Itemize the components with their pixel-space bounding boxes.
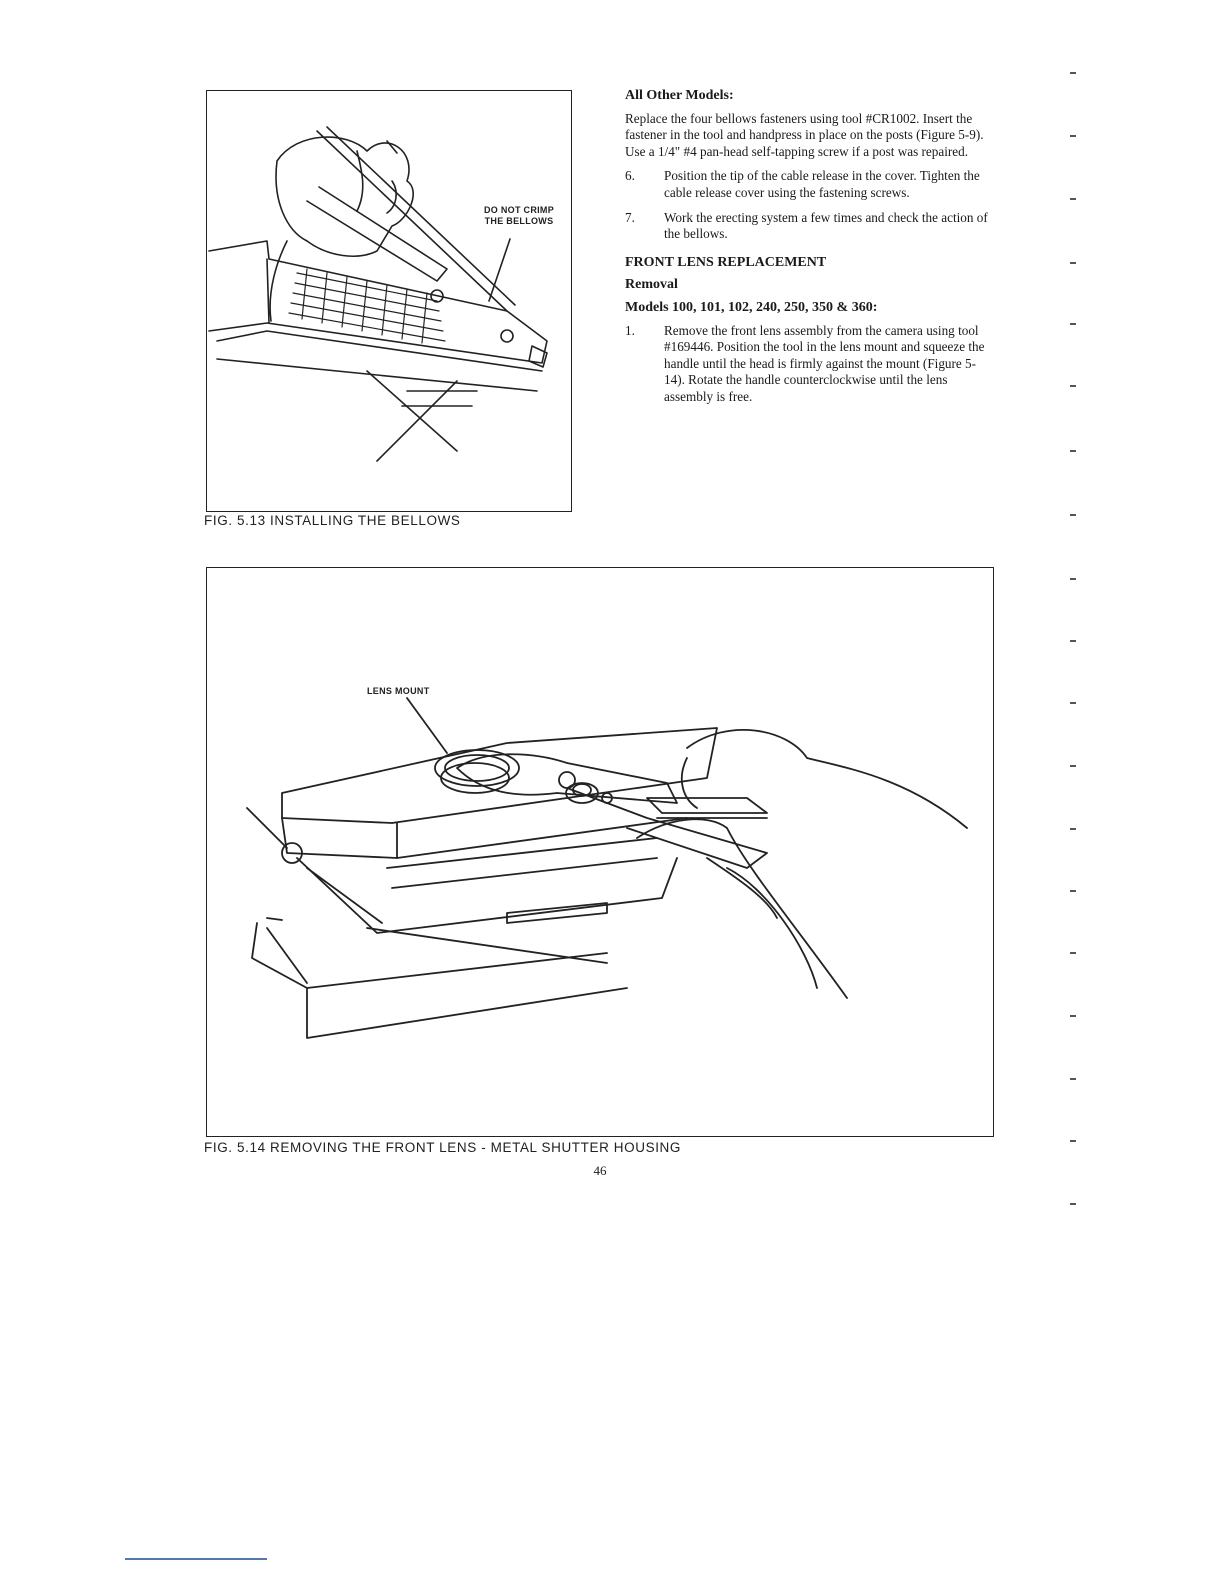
callout-lens-mount: LENS MOUNT: [367, 686, 430, 696]
scan-mark: [1070, 578, 1076, 580]
step-text: Remove the front lens assembly from the camera using tool #169446. Position the tool in the lens mount and squeeze the handle until the head is firmly against the mount (Figure 5-14). Rotate the handle counterclockwise until the lens assembly is free.: [664, 322, 985, 404]
scan-mark: [1070, 514, 1076, 516]
scan-mark: [1070, 1140, 1076, 1142]
instructions-column: [625, 88, 995, 406]
step-text: Work the erecting system a few times and check the action of the bellows.: [664, 209, 988, 242]
scan-mark: [1070, 135, 1076, 137]
scan-mark: [1070, 1203, 1076, 1205]
footer-rule: [125, 1558, 267, 1560]
scan-mark: [1070, 765, 1076, 767]
callout-line-1: DO NOT CRIMP: [483, 205, 555, 215]
figure-caption-5-13: FIG. 5.13 INSTALLING THE BELLOWS: [204, 513, 461, 528]
step-number: 6.: [625, 168, 635, 184]
scan-mark: [1070, 1078, 1076, 1080]
scan-mark: [1070, 890, 1076, 892]
scan-mark: [1070, 640, 1076, 642]
bellows-illustration: [207, 91, 571, 511]
step-6: [625, 168, 995, 201]
heading-all-other-models: All Other Models:: [625, 88, 734, 103]
scan-mark: [1070, 323, 1076, 325]
section-title: FRONT LENS REPLACEMENT: [625, 254, 827, 270]
page-number: 46: [593, 1163, 607, 1178]
scan-mark: [1070, 702, 1076, 704]
scan-mark: [1070, 262, 1076, 264]
scan-mark: [1070, 198, 1076, 200]
callout-line-2: THE BELLOWS: [484, 216, 554, 226]
figure-removing-front-lens: [206, 567, 994, 1137]
step-text: Position the tip of the cable release in the cover. Tighten the cable release cover using the fastening screws.: [664, 168, 980, 200]
lens-removal-illustration: [207, 568, 993, 1136]
figure-installing-bellows: [206, 90, 572, 512]
subheading-removal: Removal: [625, 277, 678, 293]
step-7: [625, 210, 995, 243]
models-line: Models 100, 101, 102, 240, 250, 350 & 360:: [625, 299, 878, 315]
paragraph-replace-fasteners: Replace the four bellows fasteners using tool #CR1002. Insert the fastener in the tool and handpress in place on the posts (Figure 5-9). Use a 1/4" #4 pan-head self-tapping screw if a post was repaired.: [625, 110, 984, 159]
step-number: 1.: [625, 322, 635, 338]
callout-do-not-crimp: [464, 205, 574, 227]
figure-caption-5-14: FIG. 5.14 REMOVING THE FRONT LENS - METAL SHUTTER HOUSING: [204, 1140, 682, 1155]
scan-mark: [1070, 952, 1076, 954]
step-number: 7.: [625, 209, 635, 225]
scan-mark: [1070, 828, 1076, 830]
scan-mark: [1070, 72, 1076, 74]
scan-mark: [1070, 450, 1076, 452]
step-1: [625, 323, 995, 406]
scan-mark: [1070, 1015, 1076, 1017]
scan-mark: [1070, 385, 1076, 387]
